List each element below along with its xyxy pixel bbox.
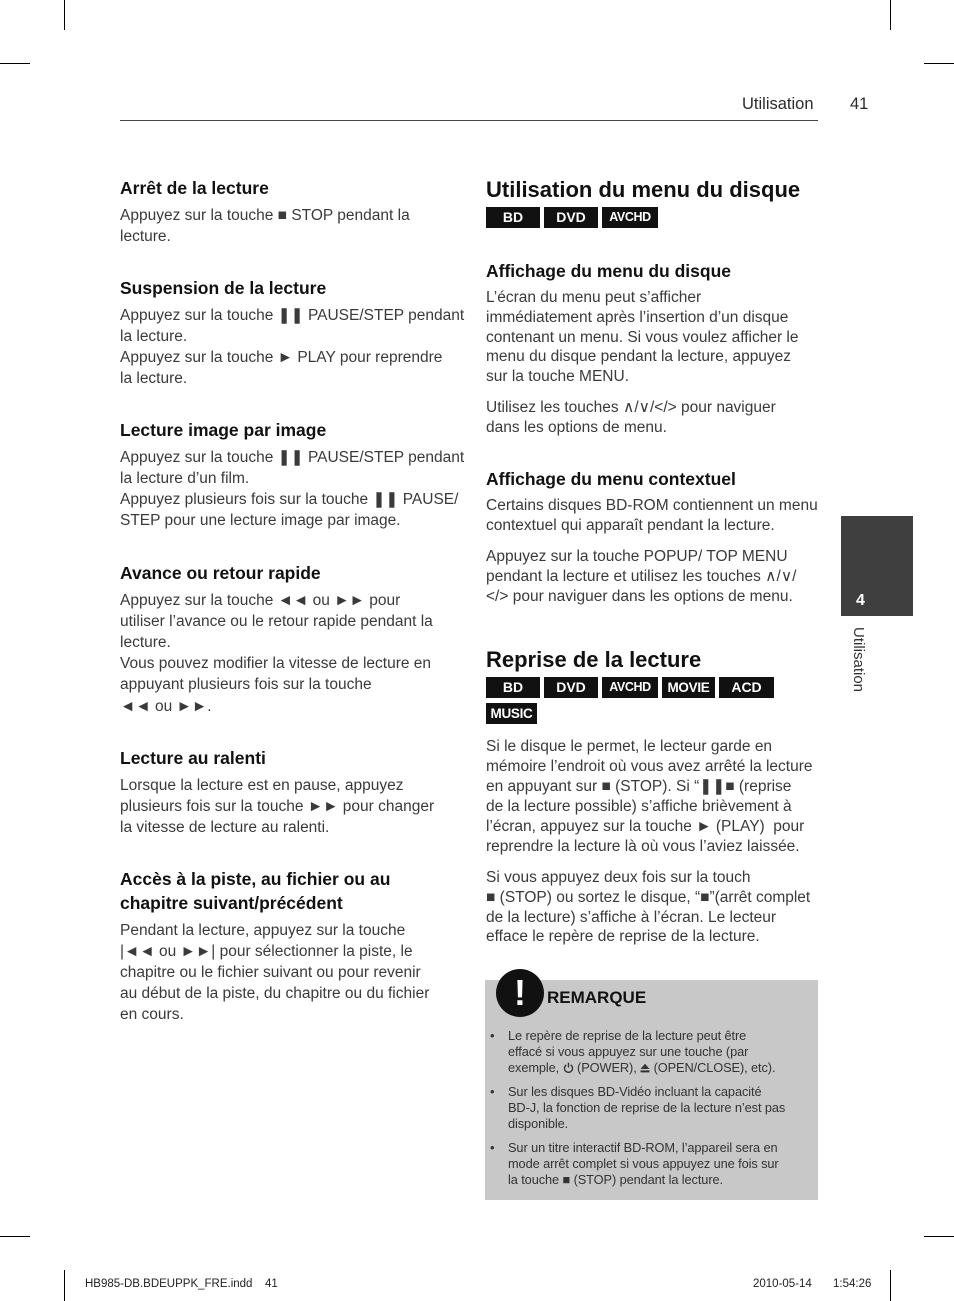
disc-badge-avchd: AVCHD [602,207,658,228]
footer-date: 2010-05-14 [753,1278,812,1290]
page-number: 41 [850,95,869,113]
disc-badge-acd: ACD [719,677,774,698]
bullet: • [490,1028,495,1043]
footer-filename: HB985-DB.BDEUPPK_FRE.indd [85,1278,253,1290]
bullet: • [490,1084,495,1099]
eject-label: (OPEN/CLOSE), etc). [650,1060,776,1075]
crop-mark [64,1270,65,1301]
section-body: Appuyez sur la touche ■ STOP pendant la lecture. [120,206,410,245]
paragraph: Si le disque le permet, le lecteur garde en mémoire l’endroit où vous avez arrêté la lecture en appuyant sur ■ (STOP). Si “❚❚■ (reprise de la lecture possible) s’affiche brièvement à l’écran, appuyez sur la touche ► (PLAY) pour reprendre la lecture là où vous l’aviez laissée. [486,738,813,855]
paragraph: Appuyez sur la touche POPUP/ TOP MENU pendant la lecture et utilisez les touches ∧/∨/ </> pour naviguer dans les options de menu. [486,548,797,605]
paragraph: Si vous appuyez deux fois sur la touch ■ (STOP) ou sortez le disque, “■”(arrêt complet de la lecture) s’affiche à l’écran. Le lecteur efface le repère de reprise de la lecture. [486,869,811,946]
running-header-section: Utilisation [742,95,814,113]
note-title: REMARQUE [547,988,647,1007]
disc-menu-title: Utilisation du menu du disque [486,177,801,202]
bullet: • [490,1140,495,1155]
section-heading: Accès à la piste, au fichier ou au chapitre suivant/précédent [120,869,391,913]
note-item-text [508,1028,775,1076]
power-label: (POWER), [573,1060,641,1075]
subsection-heading: Affichage du menu contextuel [486,469,736,489]
section-body: Pendant la lecture, appuyez sur la touche |◄◄ ou ►►| pour sélectionner la piste, le chapitre ou le fichier suivant ou pour revenir au début de la piste, du chapitre ou du fichier en cours. [120,921,430,1024]
section-heading: Lecture au ralenti [120,748,266,768]
eject-icon [640,1063,650,1073]
section-body: Lorsque la lecture est en pause, appuyez plusieurs fois sur la touche ►► pour changer la vitesse de lecture au ralenti. [120,776,435,836]
chapter-label: Utilisation [850,627,867,693]
footer-time: 1:54:26 [833,1278,872,1290]
crop-mark [924,1236,954,1237]
crop-mark [0,1236,30,1237]
crop-mark [0,63,30,64]
paragraph: L’écran du menu peut s’afficher immédiatement après l’insertion d’un disque contenant un menu. Si vous voulez afficher le menu du disque pendant la lecture, appuyez sur la touche MENU. [486,289,799,386]
power-icon [563,1062,574,1073]
disc-badge-music: MUSIC [486,703,537,724]
header-rule [120,120,818,121]
crop-mark [890,1270,891,1301]
paragraph: Certains disques BD-ROM contiennent un menu contextuel qui apparaît pendant la lecture. [486,497,818,534]
footer-file-page: 41 [265,1278,278,1290]
disc-badge-bd: BD [486,677,540,698]
paragraph: Utilisez les touches ∧/∨/</> pour naviguer dans les options de menu. [486,399,776,436]
chapter-tab [841,516,913,616]
section-body: Appuyez sur la touche ❚❚ PAUSE/STEP pendant la lecture. Appuyez sur la touche ► PLAY pour reprendre la lecture. [120,306,465,388]
crop-mark [924,63,954,64]
disc-type-badges [486,677,776,724]
note-item-text: Sur un titre interactif BD-ROM, l’appareil sera en mode arrêt complet si vous appuyez une fois sur la touche ■ (STOP) pendant la lecture. [508,1140,779,1187]
disc-badge-movie: MOVIE [662,677,715,698]
crop-mark [64,0,65,30]
section-heading: Lecture image par image [120,420,327,440]
resume-title: Reprise de la lecture [486,647,702,672]
section-body: Appuyez sur la touche ❚❚ PAUSE/STEP pendant la lecture d’un film. Appuyez plusieurs fois sur la touche ❚❚ PAUSE/ STEP pour une lecture image par image. [120,448,465,530]
note-text-part: Le repère de reprise de la lecture peut être effacé si vous appuyez sur une touche (par exemple, [508,1028,749,1075]
section-body: Appuyez sur la touche ◄◄ ou ►► pour utiliser l’avance ou le retour rapide pendant la lecture. Vous pouvez modifier la vitesse de lecture en appuyant plusieurs fois sur la touche ◄◄ ou ►►. [120,591,433,715]
section-heading: Suspension de la lecture [120,278,327,298]
section-heading: Arrêt de la lecture [120,178,269,198]
subsection-heading: Affichage du menu du disque [486,261,732,281]
disc-badge-avchd: AVCHD [602,677,658,698]
note-item-text: Sur les disques BD-Vidéo incluant la capacité BD-J, la fonction de reprise de la lecture n’est pas disponible. [508,1084,786,1131]
section-heading: Avance ou retour rapide [120,563,321,583]
disc-type-badges [486,207,776,228]
crop-mark [890,0,891,30]
chapter-number: 4 [856,592,865,609]
exclamation-icon: ! [496,969,544,1017]
disc-badge-dvd: DVD [544,207,598,228]
disc-badge-bd: BD [486,207,540,228]
disc-badge-dvd: DVD [544,677,598,698]
